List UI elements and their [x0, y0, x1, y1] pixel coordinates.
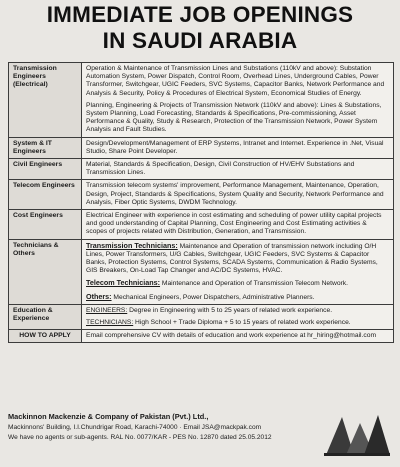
- engineers-requirement: [86, 307, 389, 315]
- section-heading: Transmission Technicians:: [86, 240, 178, 250]
- description-text: Electrical Engineer with experience in cost estimating and scheduling of power utility capital projects and good understanding of Capital Planning, Cost Engineering and Cost Estimating activities & scopes of projects related with Distribution, Generation, and Transmission.: [86, 212, 382, 236]
- application-instructions: Email comprehensive CV with details of education and work experience at hr_hiring@hotmail.com: [86, 332, 377, 340]
- category-cell: HOW TO APPLY: [9, 330, 82, 343]
- description-cell: [82, 180, 394, 210]
- description-text: Transmission telecom systems' improvement, Performance Management, Maintenance, Operation, Design, Project, Standards & Specifications, System Quality and Security, Network Performance and Analysis, Fiber Optic Systems, DWDM Technology.: [86, 182, 384, 206]
- description-text: Degree in Engineering with 5 to 25 years of related work experience.: [127, 306, 333, 314]
- headline-line-1: IMMEDIATE JOB OPENINGS: [46, 2, 354, 27]
- section-heading: TECHNICIANS:: [86, 319, 134, 327]
- description-text: High School + Trade Diploma + 5 to 15 years of related work experience.: [133, 319, 351, 327]
- category-cell: Education & Experience: [9, 304, 82, 329]
- transmission-technicians: [86, 242, 389, 276]
- category-cell: Telecom Engineers: [9, 180, 82, 210]
- table-row: [9, 210, 394, 240]
- section-heading: ENGINEERS:: [86, 306, 128, 314]
- description-text: Design/Development/Management of ERP Systems, Intranet and Internet. Experience in .Net, Visual Studio, Share Point Developer.: [86, 139, 384, 155]
- description-text: Maintenance and Operation of transmission network including O/H Lines, Power Transformers, U/G Cables, Switchgear, UGIC Feeders, SVC Systems & Capacitor Banks, Protection Systems, Control Systems, SCADA Systems, Communication & Radio Systems, GIS Breakers, On-Load Tap Changer and AC/DC Systems, HVAC.: [86, 242, 378, 275]
- description-cell: [82, 330, 394, 343]
- telecom-technicians: [86, 279, 389, 288]
- headline-line-2: IN SAUDI ARABIA: [102, 28, 298, 53]
- table-row: [9, 330, 394, 343]
- footer: [8, 412, 308, 442]
- headline: [0, 2, 400, 54]
- section-heading: Telecom Technicians:: [86, 278, 161, 288]
- company-address: Mackinnons' Building, I.I.Chundrigar Road, Karachi-74000 · Email JSA@mackpak.com: [8, 424, 262, 431]
- other-positions: [86, 293, 389, 302]
- description-text: Operation & Maintenance of Transmission Lines and Substations (110kV and above): Substation Automation System, Power Dispatch, Control Room, Overhead Lines, Underground Cables, Power Transformer, Switchgear, UGIC Feeders, SVC Systems, Capacitor Banks, Network Performance and Analysis & Security, Policy & Procedures of Electrical System, Economical Studies of Energy.: [86, 65, 385, 97]
- description-cell: [82, 210, 394, 240]
- description-cell: [82, 159, 394, 180]
- description-text: Maintenance and Operation of Transmission Telecom Network.: [160, 280, 348, 288]
- category-cell: Cost Engineers: [9, 210, 82, 240]
- description-cell: [82, 63, 394, 138]
- table-row: [9, 63, 394, 138]
- section-heading: Others:: [86, 291, 112, 301]
- category-cell: Civil Engineers: [9, 159, 82, 180]
- agency-notice: We have no agents or sub-agents. RAL No. 0077/KAR - PES No. 12870 dated 25.05.2012: [8, 434, 272, 441]
- description-cell: [82, 137, 394, 158]
- description-text: Mechanical Engineers, Power Dispatchers, Administrative Planners.: [111, 293, 315, 301]
- table-row: [9, 180, 394, 210]
- table-row: [9, 159, 394, 180]
- openings-table: [8, 62, 394, 343]
- description-cell: [82, 304, 394, 329]
- category-cell: Technicians & Others: [9, 239, 82, 304]
- technicians-requirement: [86, 319, 389, 327]
- table-row: [9, 304, 394, 329]
- description-text: Material, Standards & Specification, Design, Civil Construction of HV/EHV Substations and Transmission Lines.: [86, 161, 355, 177]
- category-cell: Transmission Engineers (Electrical): [9, 63, 82, 138]
- company-logo-icon: [320, 409, 394, 459]
- category-cell: System & IT Engineers: [9, 137, 82, 158]
- table-row: [9, 137, 394, 158]
- description-text: Planning, Engineering & Projects of Transmission Network (110kV and above): Lines & Substations, System Planning, Load Forecasting, Standards & Specifications, Pre-commissioning, Asset Performance & Quality, Study & Research, Protection of the Transmission Network, Power System Analysis and Fault Studies.: [86, 101, 382, 134]
- description-cell: [82, 239, 394, 304]
- company-name: Mackinnon Mackenzie & Company of Pakistan (Pvt.) Ltd.,: [8, 412, 209, 421]
- table-row: [9, 239, 394, 304]
